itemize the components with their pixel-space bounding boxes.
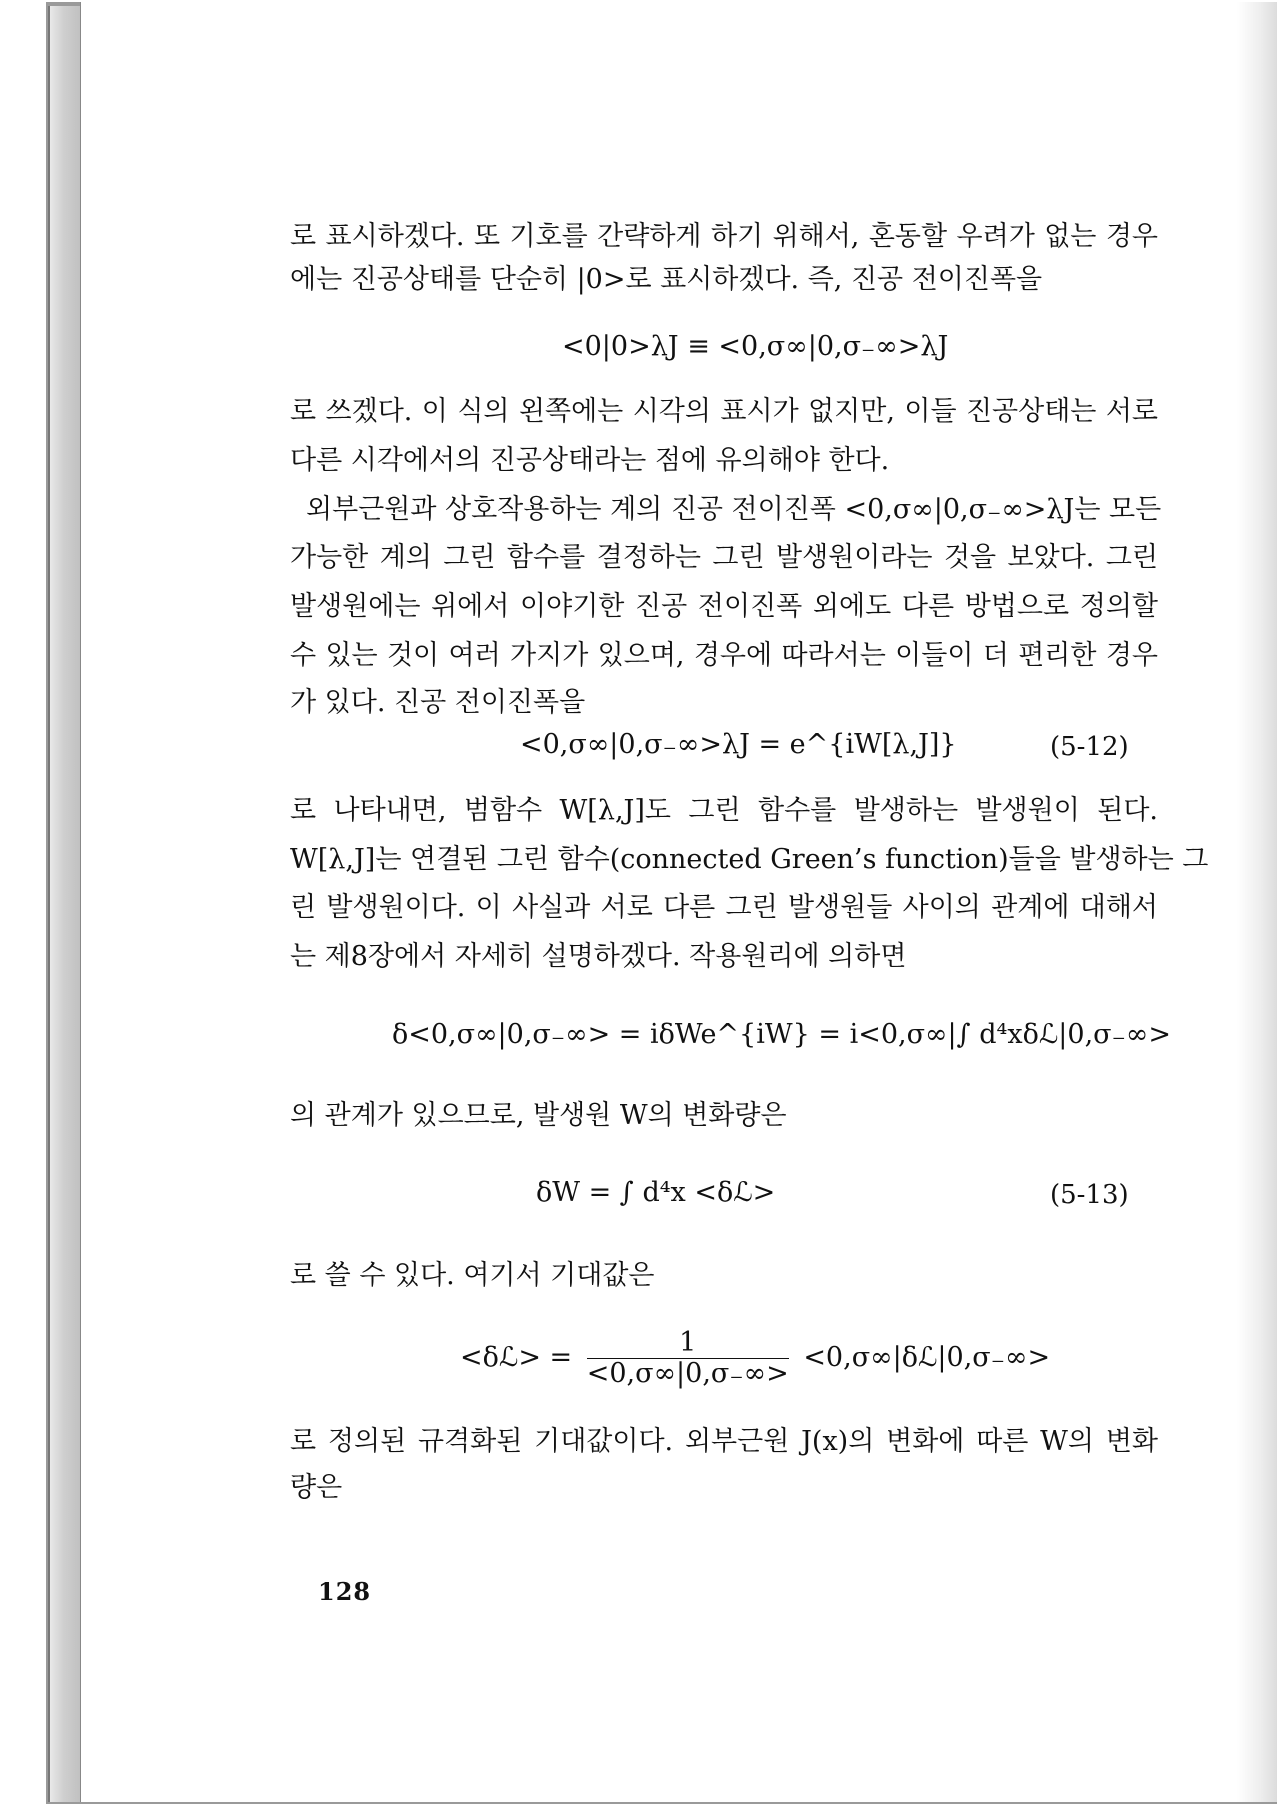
fraction-denominator: <0,σ∞|0,σ₋∞> <box>586 1358 789 1389</box>
text-line: 는 제8장에서 자세히 설명하겠다. 작용원리에 의하면 <box>290 941 907 972</box>
text-line: 로 표시하겠다. 또 기호를 간략하게 하기 위해서, 혼동할 우려가 없는 경우 <box>290 221 1158 252</box>
text-line: 린 발생원이다. 이 사실과 서로 다른 그린 발생원들 사이의 관계에 대해서 <box>290 892 1158 923</box>
text-line: W[λ,J]는 연결된 그린 함수(connected Green’s function)들을 발생하는 그 <box>290 844 1209 875</box>
page-number: 128 <box>318 1577 372 1606</box>
text-line: 로 정의된 규격화된 기대값이다. 외부근원 J(x)의 변화에 따른 W의 변화 <box>290 1426 1158 1457</box>
equation-rhs: <0,σ∞|δℒ|0,σ₋∞> <box>803 1342 1051 1373</box>
text-line: 다른 시각에서의 진공상태라는 점에 유의해야 한다. <box>290 445 890 476</box>
text-line: 가 있다. 진공 전이진폭을 <box>290 687 586 718</box>
fraction <box>587 1328 789 1389</box>
fraction-numerator: 1 <box>587 1328 789 1359</box>
equation-expectation-value <box>460 1328 1050 1389</box>
book-spine <box>48 6 84 1802</box>
equation-variation-w: δW = ∫ d⁴x <δℒ> <box>536 1177 776 1208</box>
text-line: 수 있는 것이 여러 가지가 있으며, 경우에 따라서는 이들이 더 편리한 경우 <box>290 640 1158 671</box>
page-edge <box>1237 2 1277 1802</box>
equation-generating-functional: <0,σ∞|0,σ₋∞>λJ = e^{iW[λ,J]} <box>520 729 957 760</box>
text-line: 외부근원과 상호작용하는 계의 진공 전이진폭 <0,σ∞|0,σ₋∞>λJ는 모든 <box>306 494 1162 525</box>
text-line: 로 쓸 수 있다. 여기서 기대값은 <box>290 1260 655 1291</box>
text-line: 가능한 계의 그린 함수를 결정하는 그린 발생원이라는 것을 보았다. 그린 <box>290 542 1158 573</box>
equation-action-principle: δ<0,σ∞|0,σ₋∞> = iδWe^{iW} = i<0,σ∞|∫ d⁴xδℒ|0,σ₋∞> <box>392 1019 1171 1050</box>
equation-vacuum-amplitude: <0|0>λJ ≡ <0,σ∞|0,σ₋∞>λJ <box>562 331 949 362</box>
text-line: 로 나타내면, 범함수 W[λ,J]도 그린 함수를 발생하는 발생원이 된다. <box>290 795 1158 826</box>
text-line: 량은 <box>290 1472 343 1503</box>
equation-lhs: <δℒ> = <box>460 1342 573 1373</box>
equation-number: (5-12) <box>1050 732 1129 762</box>
equation-number: (5-13) <box>1050 1180 1129 1210</box>
text-line: 발생원에는 위에서 이야기한 진공 전이진폭 외에도 다른 방법으로 정의할 <box>290 591 1158 622</box>
text-line: 에는 진공상태를 단순히 |0>로 표시하겠다. 즉, 진공 전이진폭을 <box>290 264 1043 295</box>
text-line: 의 관계가 있으므로, 발생원 W의 변화량은 <box>290 1100 787 1131</box>
text-line: 로 쓰겠다. 이 식의 왼쪽에는 시각의 표시가 없지만, 이들 진공상태는 서로 <box>290 396 1158 427</box>
